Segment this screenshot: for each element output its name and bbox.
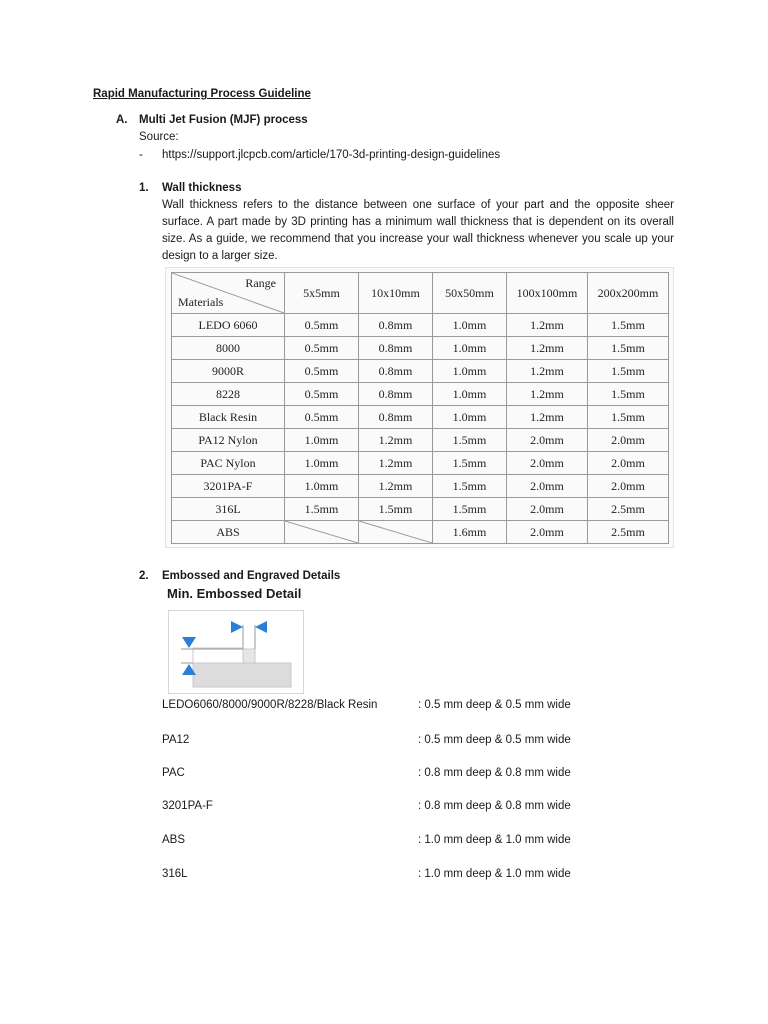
material-name: 316L — [162, 868, 188, 880]
arrow-left-icon — [255, 621, 267, 633]
corner-range-label: Range — [245, 276, 276, 290]
document-title: Rapid Manufacturing Process Guideline — [93, 88, 311, 100]
material-spec: : 0.5 mm deep & 0.5 mm wide — [418, 734, 571, 746]
thickness-cell: 1.0mm — [433, 337, 507, 360]
table-row — [172, 337, 669, 360]
thickness-cell: 1.2mm — [359, 452, 433, 475]
wall-thickness-table — [171, 272, 669, 544]
thickness-cell: 1.0mm — [433, 406, 507, 429]
thickness-cell: 1.5mm — [588, 314, 669, 337]
material-cell: 8000 — [172, 337, 285, 360]
wall-thickness-paragraph: Wall thickness refers to the distance between one surface of your part and the opposite sheer surface. A part made by 3D printing has a minimum wall thickness that is dependent on its overall size. As a guide, we recommend that you increase your wall thickness whenever you scale up your design to a larger size. — [162, 199, 674, 262]
thickness-cell: 1.0mm — [433, 314, 507, 337]
thickness-cell: 0.8mm — [359, 383, 433, 406]
source-link[interactable]: https://support.jlcpcb.com/article/170-3d-printing-design-guidelines — [162, 149, 501, 161]
thickness-cell: 1.5mm — [588, 406, 669, 429]
thickness-cell: 1.5mm — [433, 429, 507, 452]
item-number-embossed: 2. — [139, 570, 149, 582]
thickness-cell: 2.5mm — [588, 521, 669, 544]
diagonal-strike — [285, 521, 358, 543]
table-row — [172, 383, 669, 406]
embossed-detail-diagram — [169, 611, 303, 693]
thickness-cell: 1.5mm — [359, 498, 433, 521]
material-name: PAC — [162, 767, 185, 779]
thickness-cell: 0.5mm — [285, 383, 359, 406]
material-name: LEDO6060/8000/9000R/8228/Black Resin — [162, 699, 378, 711]
thickness-cell: 1.6mm — [433, 521, 507, 544]
material-spec: : 0.8 mm deep & 0.8 mm wide — [418, 800, 571, 812]
thickness-cell: 0.8mm — [359, 360, 433, 383]
thickness-cell: 1.5mm — [433, 498, 507, 521]
column-header: 200x200mm — [588, 273, 669, 314]
table-corner-cell — [172, 273, 285, 314]
thickness-cell: 0.5mm — [285, 360, 359, 383]
thickness-cell: 1.2mm — [359, 429, 433, 452]
embossed-feature — [243, 649, 255, 663]
embossed-detail-figure — [168, 610, 304, 694]
thickness-cell: 1.5mm — [588, 383, 669, 406]
material-cell: ABS — [172, 521, 285, 544]
column-header: 100x100mm — [507, 273, 588, 314]
diagonal-strike — [359, 521, 432, 543]
thickness-cell: 1.5mm — [433, 452, 507, 475]
thickness-cell: 1.5mm — [433, 475, 507, 498]
column-header: 5x5mm — [285, 273, 359, 314]
table-row — [172, 360, 669, 383]
table-row — [172, 475, 669, 498]
table-row — [172, 314, 669, 337]
thickness-cell: 2.0mm — [507, 498, 588, 521]
table-row — [172, 406, 669, 429]
thickness-cell: 1.0mm — [285, 475, 359, 498]
thickness-cell: 1.2mm — [507, 383, 588, 406]
thickness-cell: 2.0mm — [588, 475, 669, 498]
thickness-cell: 1.5mm — [285, 498, 359, 521]
material-cell: 316L — [172, 498, 285, 521]
thickness-cell: 1.0mm — [285, 452, 359, 475]
not-applicable-cell — [285, 521, 359, 544]
thickness-cell: 1.0mm — [433, 383, 507, 406]
arrow-right-icon — [231, 621, 243, 633]
material-cell: Black Resin — [172, 406, 285, 429]
plate-top-edge — [193, 648, 243, 663]
table-header-row — [172, 273, 669, 314]
thickness-cell: 1.2mm — [507, 337, 588, 360]
item-number-wall-thickness: 1. — [139, 182, 149, 194]
material-spec: : 0.8 mm deep & 0.8 mm wide — [418, 767, 571, 779]
wall-thickness-heading: Wall thickness — [162, 182, 242, 194]
material-cell: 3201PA-F — [172, 475, 285, 498]
thickness-cell: 1.5mm — [588, 337, 669, 360]
thickness-cell: 2.5mm — [588, 498, 669, 521]
thickness-cell: 2.0mm — [507, 452, 588, 475]
table-row — [172, 429, 669, 452]
material-spec: : 1.0 mm deep & 1.0 mm wide — [418, 868, 571, 880]
material-name: PA12 — [162, 734, 190, 746]
material-name: ABS — [162, 834, 186, 846]
thickness-cell: 2.0mm — [588, 429, 669, 452]
thickness-cell: 2.0mm — [507, 429, 588, 452]
material-spec: : 1.0 mm deep & 1.0 mm wide — [418, 834, 571, 846]
thickness-cell: 0.8mm — [359, 314, 433, 337]
thickness-cell: 1.0mm — [285, 429, 359, 452]
corner-materials-label: Materials — [178, 295, 224, 309]
section-title: Multi Jet Fusion (MJF) process — [139, 114, 308, 126]
thickness-cell: 0.5mm — [285, 314, 359, 337]
thickness-cell: 0.5mm — [285, 406, 359, 429]
embossed-heading: Embossed and Engraved Details — [162, 570, 341, 582]
material-name: 3201PA-F — [162, 800, 213, 812]
thickness-cell: 1.2mm — [359, 475, 433, 498]
section-letter: A. — [116, 114, 128, 126]
thickness-cell: 0.5mm — [285, 337, 359, 360]
thickness-cell: 1.2mm — [507, 314, 588, 337]
column-header: 50x50mm — [433, 273, 507, 314]
material-spec: : 0.5 mm deep & 0.5 mm wide — [418, 699, 571, 711]
material-cell: LEDO 6060 — [172, 314, 285, 337]
material-cell: PAC Nylon — [172, 452, 285, 475]
thickness-cell: 1.0mm — [433, 360, 507, 383]
table-row — [172, 521, 669, 544]
thickness-cell: 1.2mm — [507, 360, 588, 383]
column-header: 10x10mm — [359, 273, 433, 314]
thickness-cell: 2.0mm — [507, 475, 588, 498]
base-plate — [193, 663, 291, 687]
thickness-cell: 0.8mm — [359, 406, 433, 429]
figure-title: Min. Embossed Detail — [167, 586, 302, 601]
material-cell: PA12 Nylon — [172, 429, 285, 452]
not-applicable-cell — [359, 521, 433, 544]
source-label: Source: — [139, 131, 179, 143]
thickness-cell: 2.0mm — [507, 521, 588, 544]
thickness-cell: 2.0mm — [588, 452, 669, 475]
thickness-cell: 1.5mm — [588, 360, 669, 383]
table-row — [172, 498, 669, 521]
thickness-cell: 1.2mm — [507, 406, 588, 429]
arrow-down-icon — [182, 637, 196, 648]
material-cell: 9000R — [172, 360, 285, 383]
table-row — [172, 452, 669, 475]
list-bullet: - — [139, 149, 143, 161]
material-cell: 8228 — [172, 383, 285, 406]
thickness-cell: 0.8mm — [359, 337, 433, 360]
